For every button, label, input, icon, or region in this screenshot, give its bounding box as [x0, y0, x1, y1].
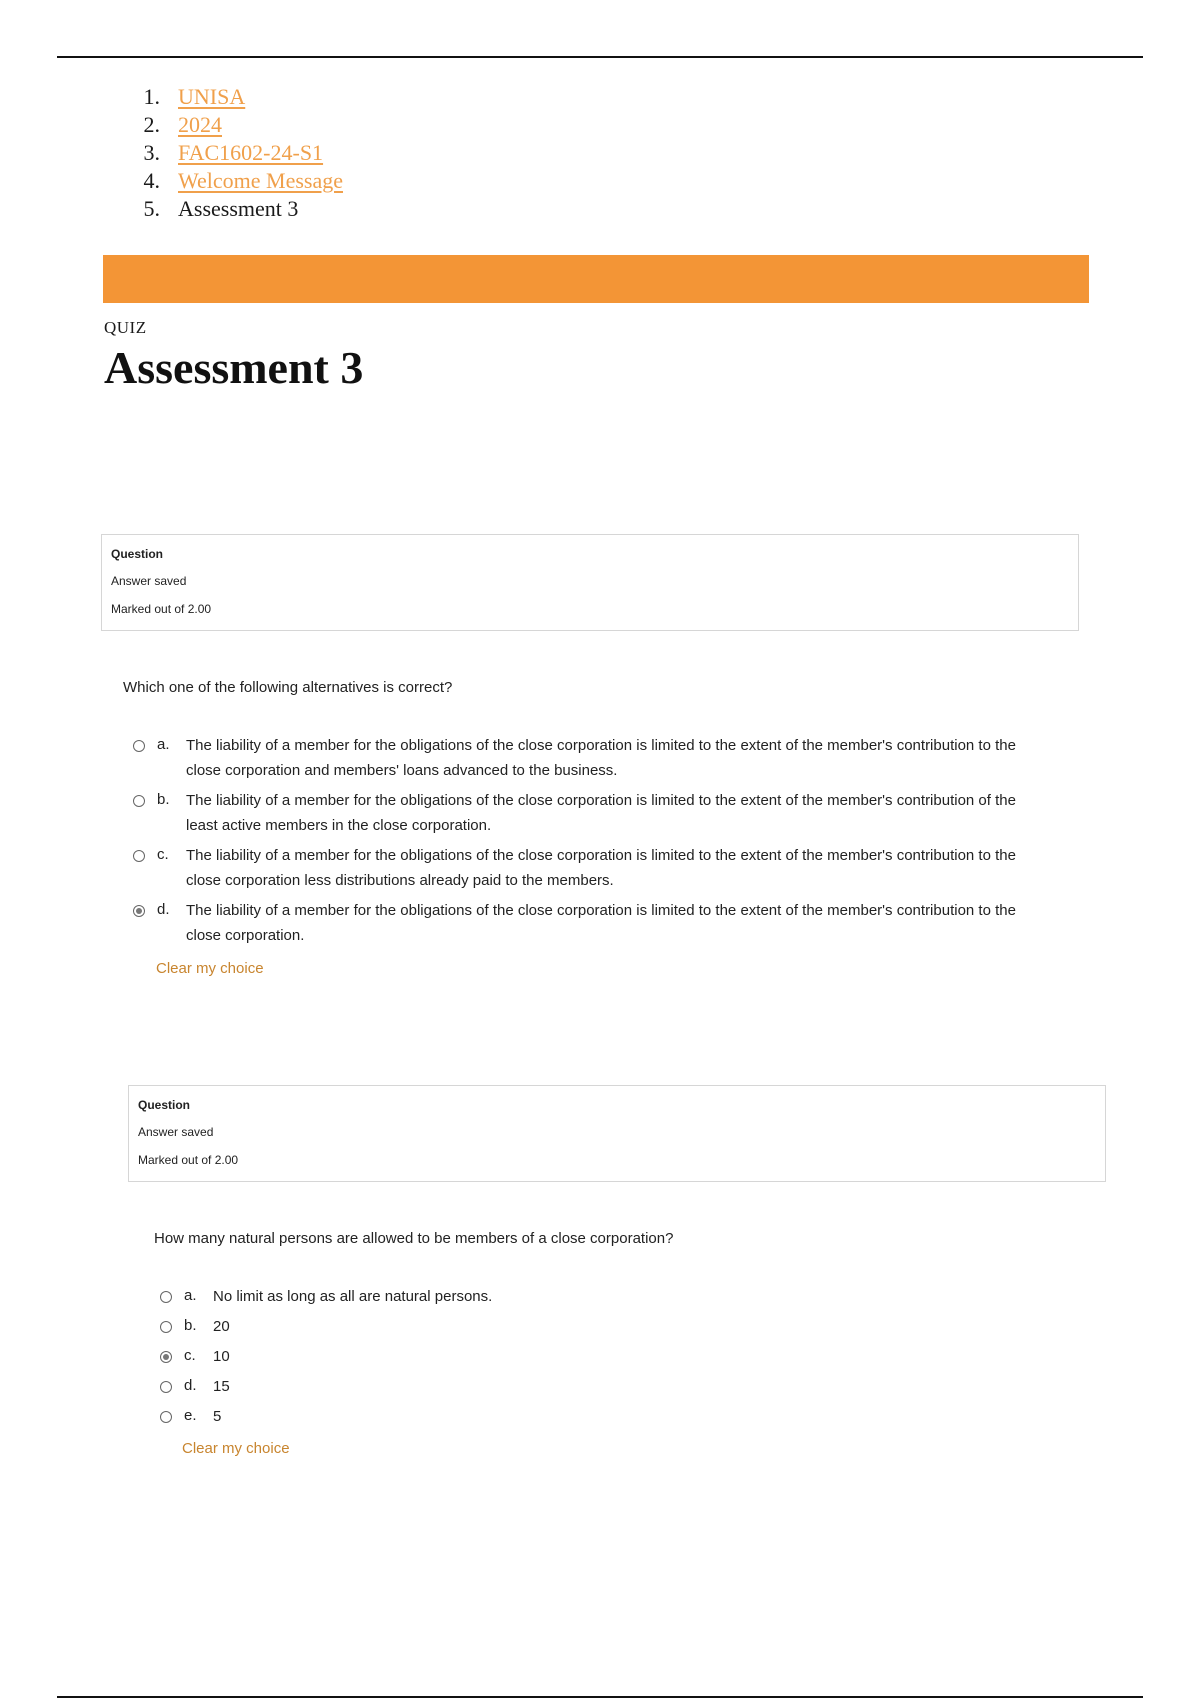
breadcrumb-item: 4. Welcome Message — [143, 168, 343, 193]
breadcrumb-item: 1. UNISA — [143, 84, 246, 109]
clear-choice-link[interactable]: Clear my choice — [182, 1440, 290, 1457]
radio-button[interactable] — [160, 1411, 172, 1423]
answer-options — [160, 1287, 492, 1437]
radio-button[interactable] — [160, 1381, 172, 1393]
page-title: Assessment 3 — [104, 342, 364, 393]
radio-button[interactable] — [160, 1291, 172, 1303]
radio-button[interactable] — [133, 795, 145, 807]
question-heading: Question — [111, 547, 164, 561]
breadcrumb-link-year[interactable]: 2024 — [178, 112, 222, 137]
radio-button[interactable] — [133, 740, 145, 752]
page-type-label: QUIZ — [104, 318, 147, 337]
bottom-rule — [57, 1696, 1143, 1698]
answer-option-d[interactable]: d. 15 — [160, 1377, 492, 1407]
question-text: Which one of the following alternatives is correct? — [123, 679, 453, 696]
answer-option-a[interactable]: a. No limit as long as all are natural persons. — [160, 1287, 492, 1317]
question-info-box — [128, 1085, 1106, 1182]
radio-button-selected[interactable] — [160, 1351, 172, 1363]
top-rule — [57, 56, 1143, 58]
answer-option-c[interactable]: c. 10 — [160, 1347, 492, 1377]
question-heading: Question — [138, 1098, 191, 1112]
answer-option-e[interactable]: e. 5 — [160, 1407, 492, 1437]
radio-button[interactable] — [133, 850, 145, 862]
breadcrumb-item: 2. 2024 — [143, 112, 222, 137]
radio-button-selected[interactable] — [133, 905, 145, 917]
question-status: Answer saved — [138, 1125, 214, 1139]
question-info-box — [101, 534, 1079, 631]
answer-option-d[interactable]: d. The liability of a member for the obligations of the close corporation is limited to the extent of the member's contribution to the close corporation. — [133, 901, 1016, 956]
answer-option-c[interactable]: c. The liability of a member for the obligations of the close corporation is limited to the extent of the member's contribution to the close corporation less distributions already paid to the members. — [133, 846, 1016, 901]
answer-options — [133, 736, 1016, 956]
question-marks: Marked out of 2.00 — [138, 1153, 239, 1167]
question-marks: Marked out of 2.00 — [111, 602, 212, 616]
breadcrumb-item: 3. FAC1602-24-S1 — [143, 140, 324, 165]
breadcrumb-link-unisa[interactable]: UNISA — [178, 84, 246, 109]
clear-choice-link[interactable]: Clear my choice — [156, 960, 264, 977]
question-text: How many natural persons are allowed to be members of a close corporation? — [154, 1230, 674, 1247]
breadcrumb-link-course[interactable]: FAC1602-24-S1 — [178, 140, 324, 165]
answer-option-b[interactable]: b. The liability of a member for the obligations of the close corporation is limited to the extent of the member's contribution of the least active members in the close corporation. — [133, 791, 1016, 846]
breadcrumb — [98, 83, 343, 223]
question-status: Answer saved — [111, 574, 187, 588]
answer-option-a[interactable]: a. The liability of a member for the obligations of the close corporation is limited to the extent of the member's contribution to the close corporation and members' loans advanced to the business. — [133, 736, 1016, 791]
header-banner — [103, 255, 1089, 303]
breadcrumb-item: 5. Assessment 3 — [143, 196, 299, 221]
answer-option-b[interactable]: b. 20 — [160, 1317, 492, 1347]
breadcrumb-link-welcome-message[interactable]: Welcome Message — [178, 168, 343, 193]
radio-button[interactable] — [160, 1321, 172, 1333]
breadcrumb-current: Assessment 3 — [178, 196, 299, 221]
